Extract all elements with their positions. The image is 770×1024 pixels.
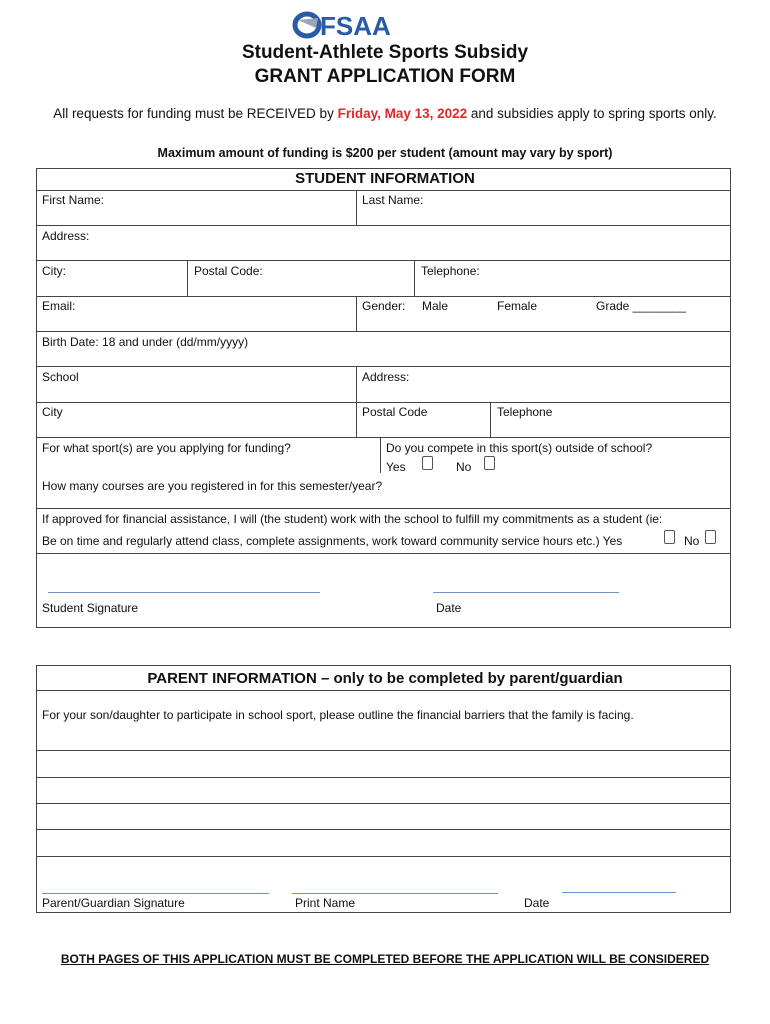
barriers-answer-line[interactable] — [36, 803, 731, 804]
max-funding-notice: Maximum amount of funding is $200 per student (amount may vary by sport) — [157, 146, 613, 160]
birth-date-label: Birth Date: 18 and under (dd/mm/yyyy) — [42, 335, 249, 349]
row-divider — [36, 260, 731, 261]
telephone-label: Telephone: — [421, 264, 480, 278]
deadline-date: Friday, May 13, 2022 — [337, 106, 468, 121]
parent-date-line[interactable] — [562, 892, 676, 893]
compete-question-label: Do you compete in this sport(s) outside of school? — [386, 441, 653, 455]
parent-signature-line[interactable] — [42, 893, 269, 894]
student-signature-line[interactable] — [48, 592, 320, 593]
ofsaa-logo-graphic — [292, 10, 434, 40]
barriers-answer-line[interactable] — [36, 856, 731, 857]
gender-female-option[interactable]: Female — [497, 299, 538, 313]
commitment-no-label: No — [684, 534, 700, 548]
compete-yes-checkbox[interactable] — [422, 456, 433, 470]
col-divider — [356, 296, 357, 331]
col-divider — [490, 402, 491, 437]
row-divider — [36, 402, 731, 403]
compete-no-label: No — [456, 460, 472, 474]
compete-yes-label: Yes — [386, 460, 406, 474]
school-address-label: Address: — [362, 370, 410, 384]
school-label: School — [42, 370, 79, 384]
student-signature-label: Student Signature — [42, 601, 139, 615]
city-label: City: — [42, 264, 66, 278]
deadline-notice — [0, 106, 770, 121]
intro-prefix: All requests for funding must be RECEIVED by — [53, 106, 338, 121]
row-divider — [36, 296, 731, 297]
student-section-title: STUDENT INFORMATION — [295, 170, 475, 187]
col-divider — [414, 260, 415, 296]
form-title-line1: Student-Athlete Sports Subsidy — [241, 42, 529, 63]
barriers-prompt: For your son/daughter to participate in school sport, please outline the financial barriers that the family is facing. — [42, 708, 634, 722]
courses-question-label: How many courses are you registered in for this semester/year? — [42, 479, 383, 493]
parent-signature-label: Parent/Guardian Signature — [42, 896, 185, 910]
row-divider — [36, 331, 731, 332]
row-divider — [36, 225, 731, 226]
commitment-yes-checkbox[interactable] — [664, 530, 675, 544]
row-divider — [36, 366, 731, 367]
gender-male-option[interactable]: Male — [422, 299, 449, 313]
row-divider — [36, 690, 731, 691]
commitment-text-line1: If approved for financial assistance, I will (the student) work with the school to fulfill my commitments as a student (ie: — [42, 512, 663, 526]
row-divider — [36, 553, 731, 554]
col-divider — [380, 437, 381, 473]
row-divider — [36, 190, 731, 191]
first-name-label: First Name: — [42, 193, 105, 207]
barriers-answer-line[interactable] — [36, 750, 731, 751]
parent-date-label: Date — [524, 896, 550, 910]
parent-information-box — [36, 665, 731, 913]
intro-suffix: and subsidies apply to spring sports only. — [467, 106, 717, 121]
compete-no-checkbox[interactable] — [484, 456, 495, 470]
form-title-line2: GRANT APPLICATION FORM — [254, 66, 516, 87]
address-label: Address: — [42, 229, 90, 243]
gender-label: Gender: — [362, 299, 406, 313]
logo-text: FSAA — [320, 11, 391, 40]
ofsaa-logo — [292, 10, 434, 40]
barriers-answer-line[interactable] — [36, 829, 731, 830]
student-information-box — [36, 168, 731, 628]
col-divider — [187, 260, 188, 296]
commitment-text-line2: Be on time and regularly attend class, complete assignments, work toward community service hours etc.) Yes — [42, 534, 623, 548]
grade-field[interactable]: Grade ________ — [596, 299, 687, 313]
commitment-no-checkbox[interactable] — [705, 530, 716, 544]
last-name-label: Last Name: — [362, 193, 424, 207]
school-telephone-label: Telephone — [497, 405, 553, 419]
postal-code-label: Postal Code: — [194, 264, 263, 278]
school-city-label: City — [42, 405, 63, 419]
row-divider — [36, 437, 731, 438]
print-name-label: Print Name — [295, 896, 356, 910]
parent-section-title: PARENT INFORMATION – only to be completed by parent/guardian — [147, 670, 623, 687]
sport-question-label: For what sport(s) are you applying for funding? — [42, 441, 291, 455]
col-divider — [356, 366, 357, 437]
student-date-label: Date — [436, 601, 462, 615]
email-label: Email: — [42, 299, 76, 313]
col-divider — [356, 190, 357, 225]
barriers-answer-line[interactable] — [36, 777, 731, 778]
student-date-line[interactable] — [433, 592, 619, 593]
completion-notice: BOTH PAGES OF THIS APPLICATION MUST BE COMPLETED BEFORE THE APPLICATION WILL BE CONSIDERED — [60, 952, 710, 966]
row-divider — [36, 508, 731, 509]
print-name-line[interactable] — [292, 893, 498, 894]
school-postal-label: Postal Code — [362, 405, 428, 419]
